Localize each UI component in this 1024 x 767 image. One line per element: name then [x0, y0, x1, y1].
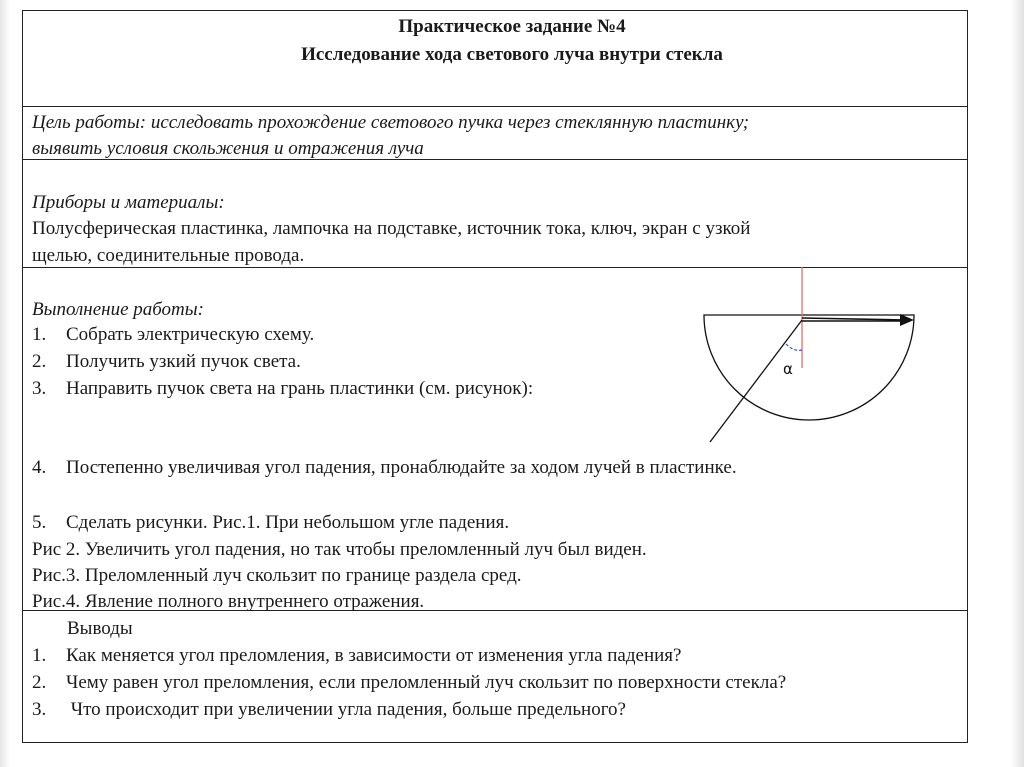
angle-arc	[786, 344, 802, 350]
figure-note-2: Рис 2. Увеличить угол падения, но так чтобы преломленный луч был виден.	[32, 539, 647, 560]
refracted-ray	[802, 318, 906, 320]
figure-note-4: Рис.4. Явление полного внутреннего отражения.	[32, 591, 425, 612]
row-divider-1	[23, 106, 967, 107]
conclusion-question-3: 3. Что происходит при увеличении угла падения, больше предельного?	[32, 699, 626, 720]
page-shadow-left	[0, 0, 10, 767]
conclusion-question-1: 1. Как меняется угол преломления, в зависимости от изменения угла падения?	[32, 645, 682, 666]
conclusion-question-2: 2. Чему равен угол преломления, если преломленный луч скользит по поверхности стекла?	[32, 672, 787, 693]
page-shadow-right	[1010, 0, 1024, 767]
semicircle-plate-diagram	[670, 262, 930, 452]
procedure-heading: Выполнение работы:	[32, 299, 204, 320]
goal-line-2: выявить условия скольжения и отражения луча	[32, 138, 424, 159]
semicircle-plate	[704, 315, 914, 420]
figure-note-3: Рис.3. Преломленный луч скользит по границе раздела сред.	[32, 565, 522, 586]
arrow-head	[900, 314, 914, 326]
page-subtitle: Исследование хода светового луча внутри стекла	[301, 44, 723, 65]
page-title: Практическое задание №4	[398, 16, 626, 37]
procedure-step-4: 4. Постепенно увеличивая угол падения, пронаблюдайте за ходом лучей в пластинке.	[32, 457, 737, 478]
angle-alpha-label: α	[783, 360, 793, 378]
procedure-step-2: 2. Получить узкий пучок света.	[32, 351, 301, 372]
conclusions-heading: Выводы	[67, 618, 133, 639]
procedure-step-1: 1. Собрать электрическую схему.	[32, 324, 315, 345]
materials-line-1: Полусферическая пластинка, лампочка на подставке, источник тока, ключ, экран с узкой	[32, 218, 751, 239]
materials-line-2: щелью, соединительные провода.	[32, 245, 305, 266]
goal-line-1: Цель работы: исследовать прохождение светового пучка через стеклянную пластинку;	[32, 112, 750, 133]
materials-heading: Приборы и материалы:	[32, 192, 225, 213]
procedure-step-5: 5. Сделать рисунки. Рис.1. При небольшом угле падения.	[32, 512, 510, 533]
incident-ray	[710, 320, 802, 442]
procedure-step-3: 3. Направить пучок света на грань пластинки (см. рисунок):	[32, 378, 534, 399]
